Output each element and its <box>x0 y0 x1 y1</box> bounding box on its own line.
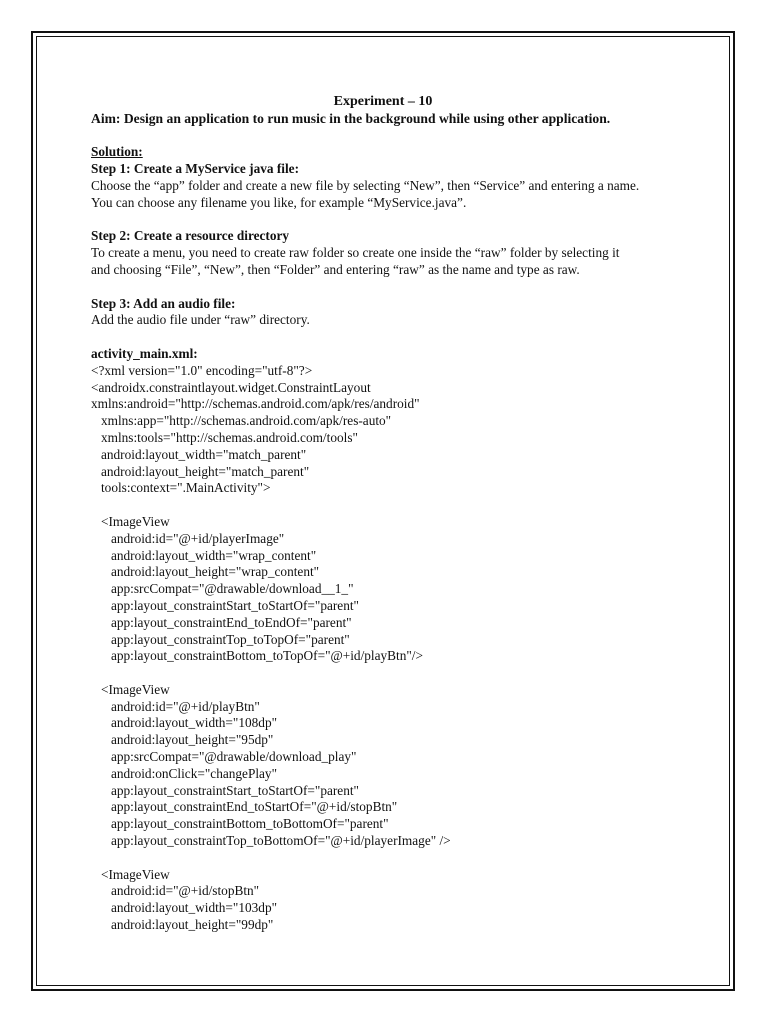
step1-line: Choose the “app” folder and create a new file by selecting “New”, then “Service” and entering a name. <box>91 177 640 193</box>
code-block-root <box>91 363 691 497</box>
code-line: android:layout_width="108dp" <box>91 715 278 731</box>
code-line: <ImageView <box>91 513 170 529</box>
document-title: Experiment – 10 <box>333 94 433 109</box>
solution-heading: Solution: <box>91 144 143 160</box>
step2-line: and choosing “File”, “New”, then “Folder” and entering “raw” as the name and type as raw. <box>91 261 580 277</box>
code-line: android:layout_height="match_parent" <box>91 463 310 479</box>
code-line: app:layout_constraintStart_toStartOf="parent" <box>91 782 359 798</box>
spacer <box>91 329 691 346</box>
code-line: android:onClick="changePlay" <box>91 765 278 781</box>
spacer <box>91 665 691 682</box>
code-line: android:layout_width="match_parent" <box>91 446 307 462</box>
spacer <box>91 128 691 145</box>
document-content <box>91 94 691 934</box>
code-block-imageview-play <box>91 682 691 850</box>
spacer <box>91 279 691 296</box>
code-line: android:id="@+id/playBtn" <box>91 698 260 714</box>
code-line: tools:context=".MainActivity"> <box>91 480 271 496</box>
spacer <box>91 497 691 514</box>
code-line: android:layout_height="wrap_content" <box>91 564 320 580</box>
code-line: android:layout_height="95dp" <box>91 732 274 748</box>
code-line: app:layout_constraintEnd_toEndOf="parent" <box>91 614 352 630</box>
spacer <box>91 850 691 867</box>
code-line: xmlns:tools="http://schemas.android.com/tools" <box>91 429 358 445</box>
aim-statement: Aim: Design an application to run music in the background while using other application. <box>91 110 611 126</box>
code-line: <androidx.constraintlayout.widget.ConstraintLayout <box>91 379 371 395</box>
code-heading: activity_main.xml: <box>91 345 198 361</box>
code-line: app:srcCompat="@drawable/download_play" <box>91 749 357 765</box>
code-block-imageview-stop <box>91 867 691 934</box>
code-line: <ImageView <box>91 866 170 882</box>
step3-heading: Step 3: Add an audio file: <box>91 295 236 311</box>
code-line: app:layout_constraintTop_toTopOf="parent" <box>91 631 350 647</box>
code-line: <?xml version="1.0" encoding="utf-8"?> <box>91 362 313 378</box>
code-line: app:layout_constraintBottom_toTopOf="@+id/playBtn"/> <box>91 648 423 664</box>
code-line: app:layout_constraintBottom_toBottomOf="parent" <box>91 816 389 832</box>
code-line: android:layout_width="wrap_content" <box>91 547 317 563</box>
code-line: android:id="@+id/playerImage" <box>91 530 285 546</box>
code-line: app:layout_constraintTop_toBottomOf="@+id/playerImage" /> <box>91 833 451 849</box>
code-block-imageview-player <box>91 514 691 665</box>
code-line: android:layout_height="99dp" <box>91 917 274 933</box>
code-line: <ImageView <box>91 681 170 697</box>
step1-heading: Step 1: Create a MyService java file: <box>91 161 299 177</box>
code-line: xmlns:android="http://schemas.android.com/apk/res/android" <box>91 396 420 412</box>
step3-line: Add the audio file under “raw” directory. <box>91 312 310 328</box>
code-line: xmlns:app="http://schemas.android.com/apk/res-auto" <box>91 413 392 429</box>
step1-line: You can choose any filename you like, for example “MyService.java”. <box>91 194 467 210</box>
code-line: android:id="@+id/stopBtn" <box>91 883 260 899</box>
code-line: android:layout_width="103dp" <box>91 900 278 916</box>
code-line: app:layout_constraintStart_toStartOf="parent" <box>91 597 359 613</box>
step2-heading: Step 2: Create a resource directory <box>91 228 290 244</box>
spacer <box>91 212 691 229</box>
code-line: app:srcCompat="@drawable/download__1_" <box>91 581 354 597</box>
step2-line: To create a menu, you need to create raw folder so create one inside the “raw” folder by selecting it <box>91 245 620 261</box>
code-line: app:layout_constraintEnd_toStartOf="@+id/stopBtn" <box>91 799 398 815</box>
